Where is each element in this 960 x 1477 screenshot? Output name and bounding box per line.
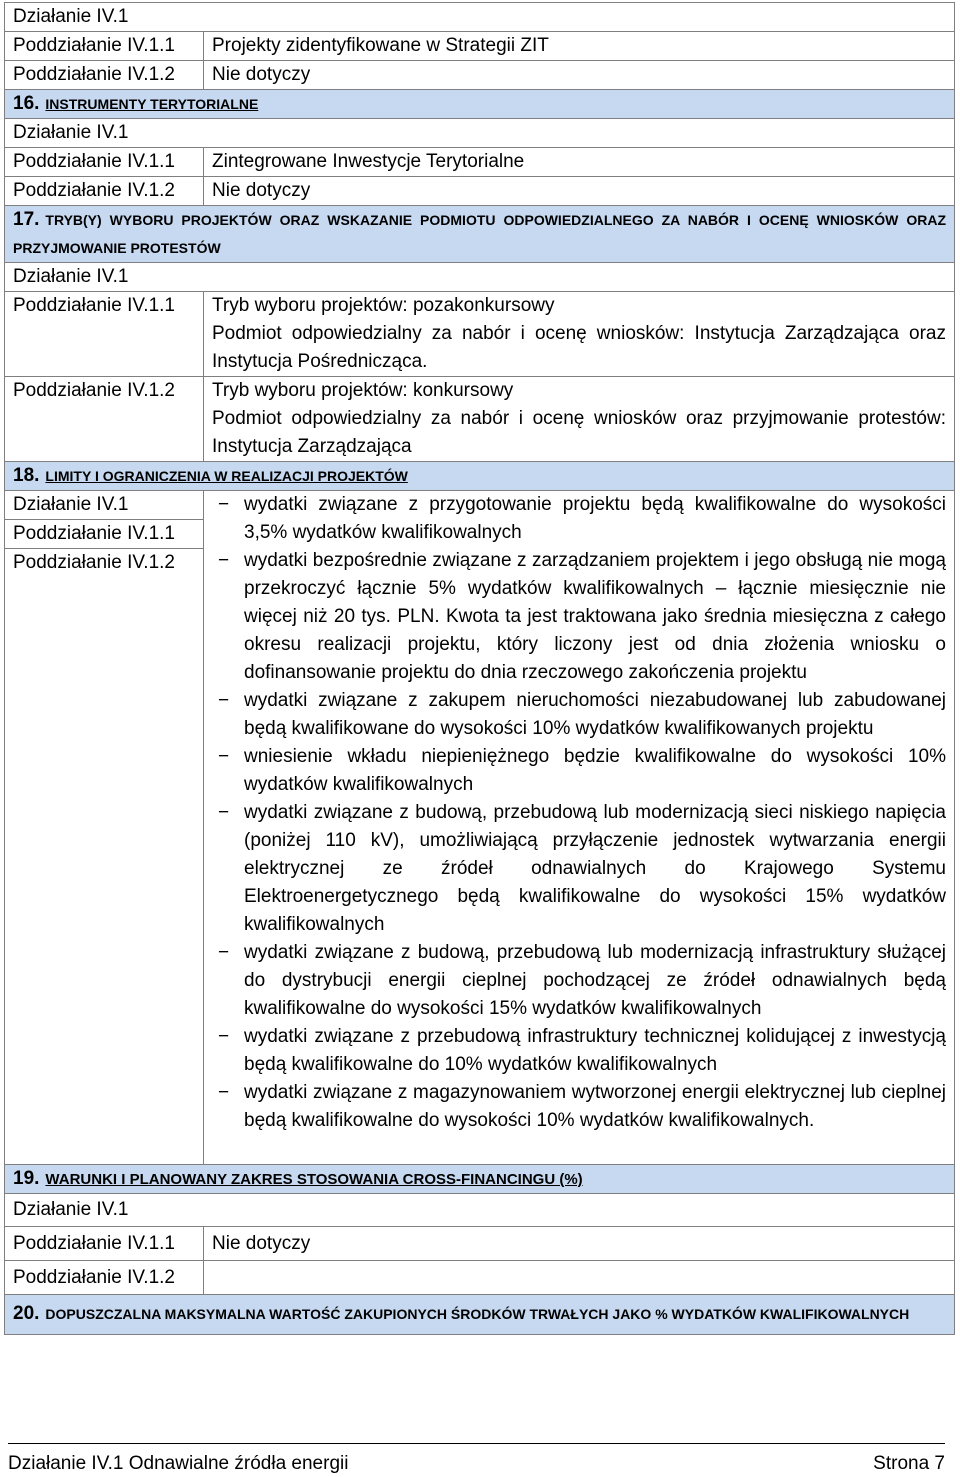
s16-number: 16.	[13, 93, 40, 114]
s18-heading-row	[5, 462, 955, 491]
s15-row-1	[5, 32, 955, 61]
s16-row-1	[5, 148, 955, 177]
limit-item: − wydatki związane z przebudową infrastruktury technicznej kolidującej z inwestycją będą kwalifikowalne do 10% wydatków kwalifikowalnych	[212, 1023, 946, 1079]
s19-action-label: Działanie IV.1	[5, 1194, 955, 1227]
s17-row-1-value	[204, 292, 955, 377]
s17-action-row	[5, 263, 955, 292]
limit-item: − wniesienie wkładu niepieniężnego będzie kwalifikowalne do wysokości 10% wydatków kwalifikowalnych	[212, 743, 946, 799]
s16-row-1-label: Poddziałanie IV.1.1	[5, 148, 204, 177]
s17-row-1	[5, 292, 955, 377]
limit-item: − wydatki związane z przygotowanie projektu będą kwalifikowalne do wysokości 3,5% wydatków kwalifikowalnych	[212, 491, 946, 547]
s17-row-2-value	[204, 377, 955, 462]
project-sheet-table	[4, 2, 955, 1335]
s15-row-2-value: Nie dotyczy	[204, 61, 955, 90]
document-page	[4, 2, 955, 1335]
page-footer	[8, 1443, 945, 1476]
s17-row-2	[5, 377, 955, 462]
s16-heading-row	[5, 90, 955, 119]
s17-heading-row	[5, 206, 955, 263]
s16-row-2-value: Nie dotyczy	[204, 177, 955, 206]
s17-number: 17.	[13, 209, 40, 230]
s19-row-2-label: Poddziałanie IV.1.2	[5, 1261, 204, 1295]
s18-number: 18.	[13, 465, 40, 486]
limit-item: − wydatki związane z budową, przebudową lub modernizacją sieci niskiego napięcia (poniżej 110 kV), umożliwiającą przyłączenie jednostek wytwarzania energii elektrycznej ze źródeł odnawialnych do Krajowego Systemu Elektroenergetycznego będą kwalifikowalne do wysokości 15% wydatków kwalifikowalnych	[212, 799, 946, 939]
s16-title: INSTRUMENTY TERYTORIALNE	[45, 96, 259, 112]
s19-row-1-label: Poddziałanie IV.1.1	[5, 1227, 204, 1261]
s15-action-row	[5, 3, 955, 32]
s18-limits-cell	[204, 491, 955, 1165]
s15-row-1-value: Projekty zidentyfikowane w Strategii ZIT	[204, 32, 955, 61]
s20-heading-row	[5, 1295, 955, 1335]
s20-number: 20.	[13, 1303, 40, 1324]
limit-item: − wydatki związane z zakupem nieruchomości niezabudowanej lub zabudowanej będą kwalifikowane do wysokości 10% wydatków kwalifikowanych projektu	[212, 687, 946, 743]
s17-row-1-mode: Tryb wyboru projektów: pozakonkursowy	[212, 295, 555, 316]
s15-row-2-label: Poddziałanie IV.1.2	[5, 61, 204, 90]
s16-heading	[5, 90, 955, 119]
s16-action-label: Działanie IV.1	[5, 119, 955, 148]
limit-item: − wydatki bezpośrednie związane z zarządzaniem projektem i jego obsługą nie mogą przekroczyć łącznie 5% wydatków kwalifikowalnych – łącznie miesięcznie nie więcej niż 20 tys. PLN. Kwota ta jest traktowana jako średnia miesięczna z całego okresu realizacji projektu, który liczony jest od dnia złożenia wniosku o dofinansowanie projektu do dnia rzeczowego zakończenia projektu	[212, 547, 946, 687]
s18-action-label: Działanie IV.1	[5, 491, 204, 520]
s15-action-label: Działanie IV.1	[5, 3, 955, 32]
s17-row-2-label: Poddziałanie IV.1.2	[5, 377, 204, 462]
s19-action-row	[5, 1194, 955, 1227]
s19-heading	[5, 1165, 955, 1194]
s19-row-1-value: Nie dotyczy	[204, 1227, 955, 1261]
s16-action-row	[5, 119, 955, 148]
s18-sub1-label: Poddziałanie IV.1.1	[5, 520, 204, 549]
footer-section-title: Działanie IV.1 Odnawialne źródła energii	[8, 1453, 349, 1474]
limit-item: − wydatki związane z magazynowaniem wytworzonej energii elektrycznej lub cieplnej będą kwalifikowalne do wysokości 10% wydatków kwalifikowalnych.	[212, 1079, 946, 1135]
s16-row-1-value: Zintegrowane Inwestycje Terytorialne	[204, 148, 955, 177]
s17-row-1-entity: Podmiot odpowiedzialny za nabór i ocenę wniosków: Instytucja Zarządzająca oraz Instytucja Pośrednicząca.	[212, 323, 946, 372]
s17-row-2-mode: Tryb wyboru projektów: konkursowy	[212, 380, 514, 401]
s18-row-action	[5, 491, 955, 520]
s16-row-2-label: Poddziałanie IV.1.2	[5, 177, 204, 206]
s17-row-2-entity: Podmiot odpowiedzialny za nabór i ocenę wniosków oraz przyjmowanie protestów: Instytucja Zarządzająca	[212, 408, 946, 457]
s19-row-1	[5, 1227, 955, 1261]
s19-row-2	[5, 1261, 955, 1295]
s16-row-2	[5, 177, 955, 206]
s17-row-1-label: Poddziałanie IV.1.1	[5, 292, 204, 377]
s18-heading	[5, 462, 955, 491]
s19-number: 19.	[13, 1168, 40, 1189]
s18-limits-list	[212, 491, 946, 1135]
s15-row-2	[5, 61, 955, 90]
s19-title: WARUNKI I PLANOWANY ZAKRES STOSOWANIA CROSS-FINANCINGU (%)	[45, 1171, 583, 1188]
footer-page-number: Strona 7	[873, 1453, 945, 1474]
limit-item: − wydatki związane z budową, przebudową lub modernizacją infrastruktury służącej do dystrybucji energii cieplnej pochodzącej ze źródeł odnawialnych będą kwalifikowalne do wysokości 15% wydatków kwalifikowalnych	[212, 939, 946, 1023]
s18-sub2-label: Poddziałanie IV.1.2	[5, 549, 204, 1165]
s17-title: TRYB(Y) WYBORU PROJEKTÓW ORAZ WSKAZANIE PODMIOTU ODPOWIEDZIALNEGO ZA NABÓR I OCENĘ WNIOSKÓW ORAZ PRZYJMOWANIE PROTESTÓW	[13, 212, 946, 256]
s15-row-1-label: Poddziałanie IV.1.1	[5, 32, 204, 61]
s18-title: LIMITY I OGRANICZENIA W REALIZACJI PROJEKTÓW	[45, 468, 408, 484]
s17-action-label: Działanie IV.1	[5, 263, 955, 292]
s17-heading	[5, 206, 955, 263]
s19-row-2-value	[204, 1261, 955, 1295]
s20-title: DOPUSZCZALNA MAKSYMALNA WARTOŚĆ ZAKUPIONYCH ŚRODKÓW TRWAŁYCH JAKO % WYDATKÓW KWALIFIKOWALNYCH	[45, 1306, 910, 1322]
s20-heading	[5, 1295, 955, 1335]
s19-heading-row	[5, 1165, 955, 1194]
